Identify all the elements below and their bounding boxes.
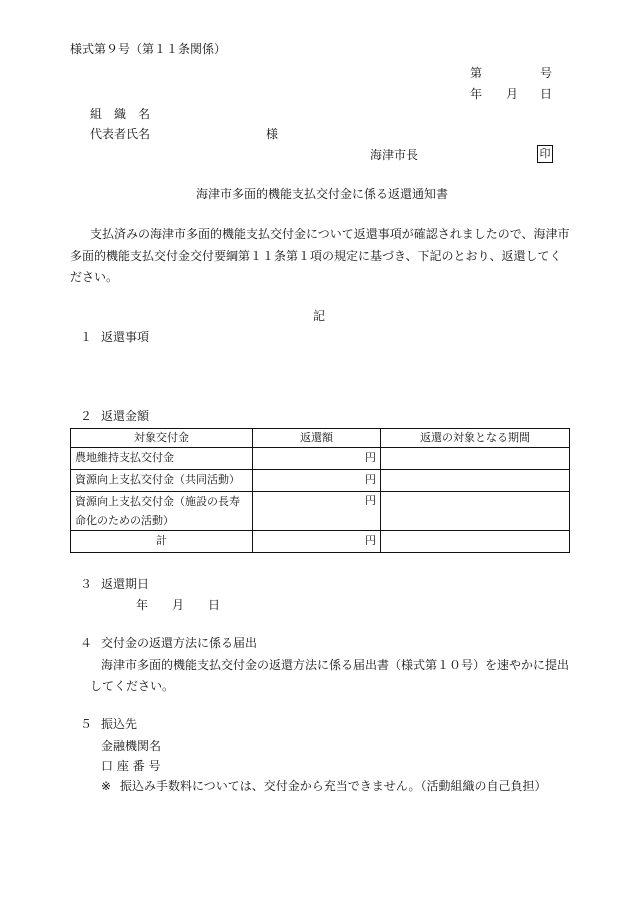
- row-period: [381, 448, 570, 470]
- total-label: 計: [71, 531, 253, 553]
- row-grant-name: 資源向上支払交付金（共同活動）: [71, 470, 253, 492]
- intro-line-3: ださい。: [70, 270, 119, 284]
- table-header-row: [71, 429, 570, 448]
- representative-name-label: 代表者氏名: [90, 127, 151, 141]
- intro-line-2: 多面的機能支払交付金交付要綱第１１条第１項の規定に基づき、下記のとおり、返還してく: [70, 249, 562, 263]
- section-2-title: 返還金額: [101, 409, 150, 423]
- due-date-day-label: 日: [208, 598, 221, 612]
- transfer-fee-note: 振込み手数料については、交付金から充当できません。（活動組織の自己負担）: [120, 779, 547, 793]
- date-day-label: 日: [540, 87, 553, 101]
- table-row: [71, 470, 570, 492]
- section-4-body-line-2: してください。: [90, 679, 175, 693]
- section-4-number: ４: [80, 636, 93, 650]
- section-1-title: 返還事項: [101, 330, 150, 344]
- org-name-label: 組 織 名: [90, 107, 151, 121]
- due-date-month-label: 月: [172, 598, 185, 612]
- issuer-name: 海津市長: [370, 148, 419, 162]
- section-2-number: ２: [80, 409, 93, 423]
- table-row: [71, 492, 570, 531]
- date-year-label: 年: [470, 87, 483, 101]
- section-5-number: ５: [80, 717, 93, 731]
- form-number: 様式第９号（第１１条関係）: [70, 42, 227, 56]
- intro-line-1: 支払済みの海津市多面的機能支払交付金について返還事項が確認されましたので、海津市: [90, 227, 570, 241]
- ki-heading: 記: [313, 309, 326, 323]
- row-period: [381, 492, 570, 531]
- account-number-label: 口 座 番 号: [101, 759, 161, 773]
- section-5-title: 振込先: [101, 717, 138, 731]
- row-amount-unit: 円: [253, 470, 381, 492]
- row-period: [381, 470, 570, 492]
- note-mark: ※: [101, 779, 112, 793]
- date-month-label: 月: [506, 87, 519, 101]
- table-header-target-grant: 対象交付金: [71, 429, 253, 448]
- doc-number-suffix: 号: [540, 66, 553, 80]
- row-amount-unit: 円: [253, 448, 381, 470]
- section-4-title: 交付金の返還方法に係る届出: [101, 636, 258, 650]
- total-amount-unit: 円: [253, 531, 381, 553]
- table-header-period: 返還の対象となる期間: [381, 429, 570, 448]
- row-amount-unit: 円: [253, 492, 381, 531]
- section-3-number: ３: [80, 577, 93, 591]
- row-grant-name-line-1: 資源向上支払交付金（施設の長寿: [75, 495, 240, 508]
- table-header-refund-amount: 返還額: [253, 429, 381, 448]
- table-row: [71, 448, 570, 470]
- row-grant-name: 農地維持支払交付金: [71, 448, 253, 470]
- document-title: 海津市多面的機能支払交付金に係る返還通知書: [196, 187, 449, 201]
- total-period: [381, 531, 570, 553]
- bank-name-label: 金融機関名: [101, 739, 162, 753]
- seal-mark: 印: [537, 145, 553, 163]
- section-4-body-line-1: 海津市多面的機能支払交付金の返還方法に係る届出書（様式第１０号）を速やかに提出: [101, 658, 570, 672]
- row-grant-name: [71, 492, 253, 531]
- due-date-year-label: 年: [136, 598, 149, 612]
- honorific: 様: [266, 127, 279, 141]
- table-total-row: [71, 531, 570, 553]
- refund-amount-table: [70, 428, 570, 553]
- row-grant-name-line-2: 命化のための活動）: [75, 514, 174, 527]
- section-1-number: １: [80, 330, 93, 344]
- doc-number-prefix: 第: [470, 66, 483, 80]
- section-3-title: 返還期日: [101, 577, 150, 591]
